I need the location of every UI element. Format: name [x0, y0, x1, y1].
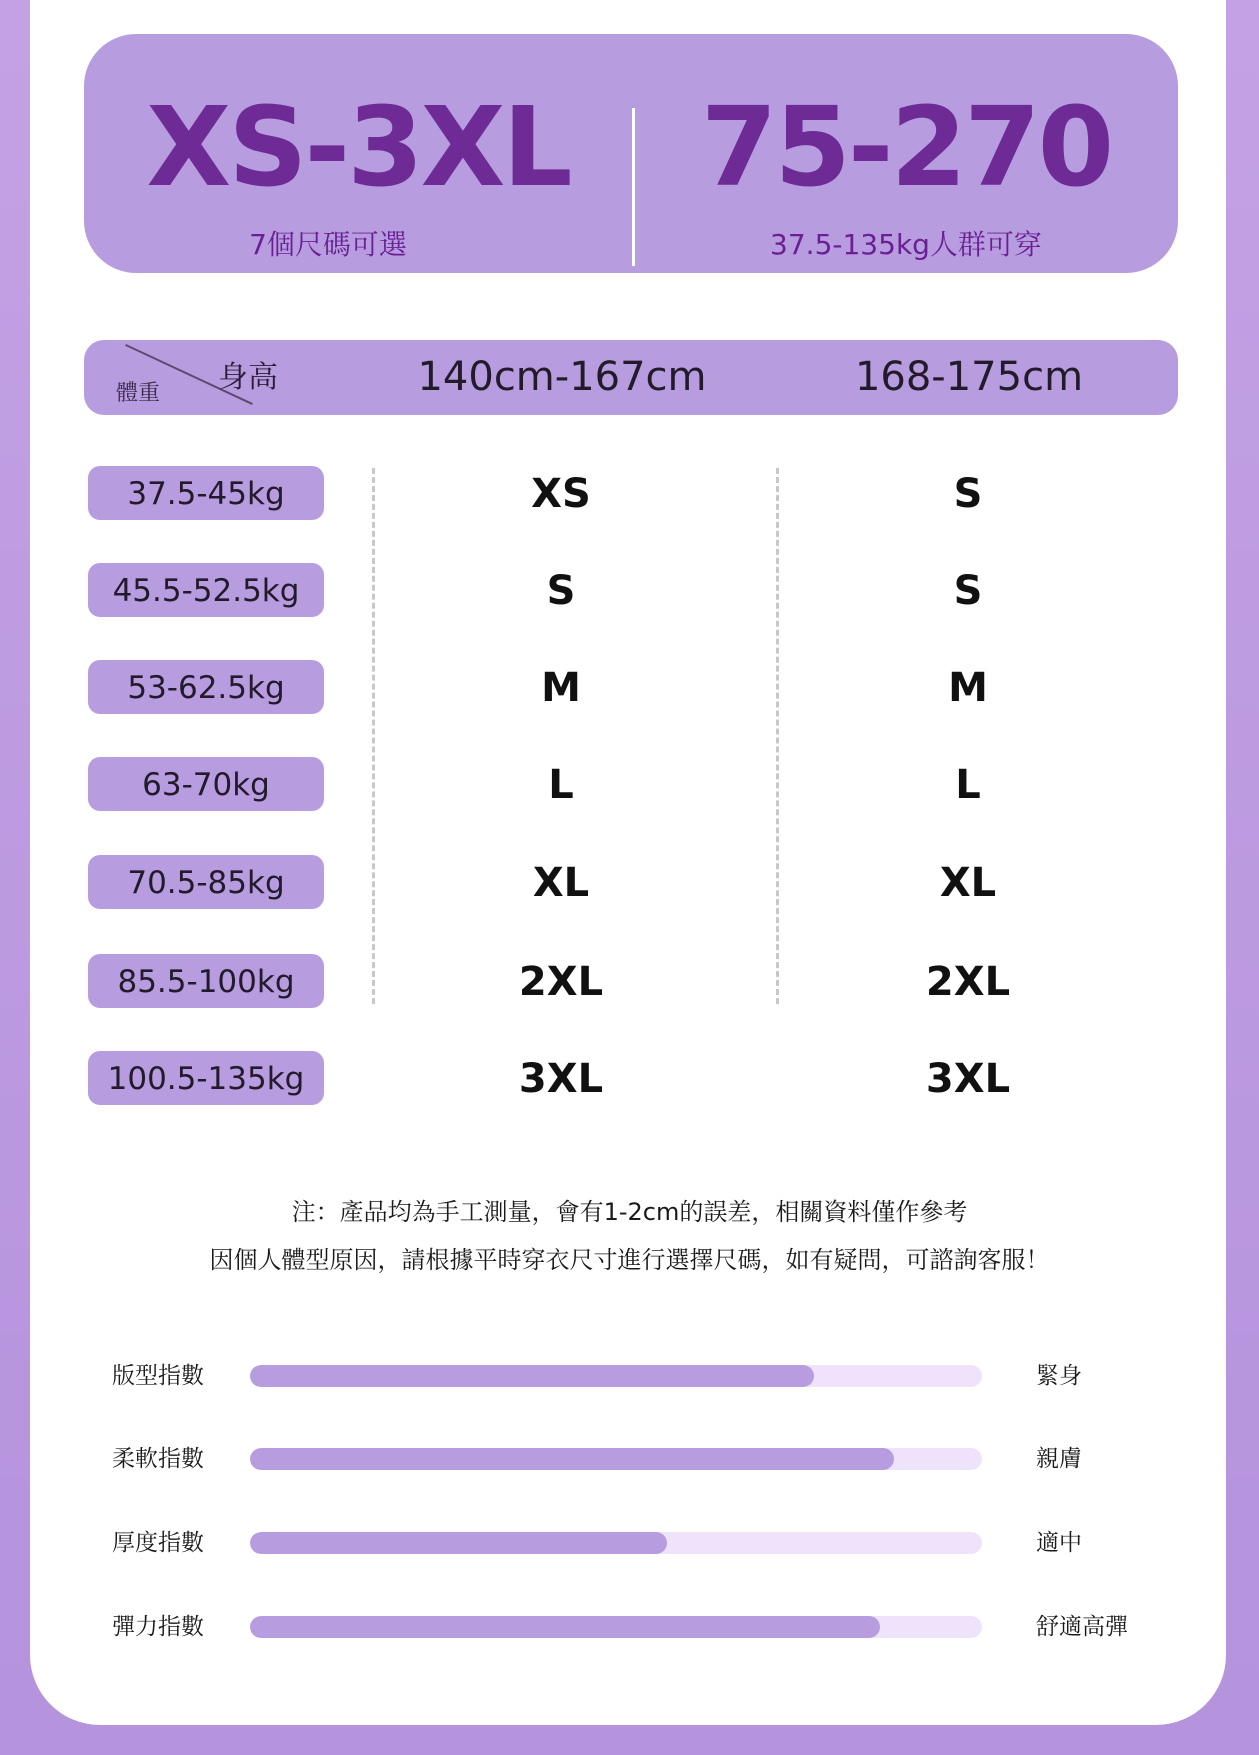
index-row-softness: [0, 1439, 1259, 1479]
hero-banner: [84, 34, 1178, 273]
size-cell: XS: [531, 471, 591, 517]
size-cell: S: [953, 471, 983, 517]
column-header-height-1: 140cm-167cm: [417, 354, 707, 400]
index-fill: [250, 1365, 814, 1387]
index-label: 版型指數: [112, 1363, 204, 1389]
weight-pill: 100.5-135kg: [88, 1051, 324, 1105]
table-row: [0, 660, 1259, 716]
weight-pill: 45.5-52.5kg: [88, 563, 324, 617]
index-track: [250, 1448, 982, 1470]
index-label: 厚度指數: [112, 1530, 204, 1556]
table-row: [0, 954, 1259, 1010]
size-cell: 3XL: [925, 1056, 1011, 1102]
corner-weight-label: 體重: [116, 381, 161, 406]
table-row: [0, 757, 1259, 813]
index-row-thickness: [0, 1523, 1259, 1563]
size-cell: L: [955, 762, 981, 808]
table-row: [0, 563, 1259, 619]
weight-pill: 63-70kg: [88, 757, 324, 811]
corner-height-label: 身高: [218, 360, 278, 395]
size-cell: 2XL: [925, 959, 1011, 1005]
table-row: [0, 1051, 1259, 1107]
index-value: 適中: [1036, 1530, 1082, 1556]
size-cell: 2XL: [518, 959, 604, 1005]
measurement-note: 注：產品均為手工測量，會有1-2cm的誤差，相關資料僅作參考: [291, 1198, 968, 1226]
table-header: [84, 340, 1178, 415]
index-fill: [250, 1616, 880, 1638]
weight-pill: 70.5-85kg: [88, 855, 324, 909]
index-row-elasticity: [0, 1607, 1259, 1647]
column-divider: [776, 468, 779, 1004]
weight-range-caption: 37.5-135kg人群可穿: [770, 228, 1042, 261]
index-fill: [250, 1532, 667, 1554]
weight-pill: 53-62.5kg: [88, 660, 324, 714]
index-label: 柔軟指數: [112, 1446, 204, 1472]
size-cell: S: [953, 568, 983, 614]
size-cell: XL: [532, 860, 590, 906]
column-divider: [372, 468, 375, 1004]
weight-range-title: 75-270: [700, 83, 1112, 211]
column-header-height-2: 168-175cm: [854, 354, 1084, 400]
index-value: 舒適高彈: [1036, 1614, 1128, 1640]
size-advice-note: 因個人體型原因，請根據平時穿衣尺寸進行選擇尺碼，如有疑問，可諮詢客服！: [209, 1246, 1050, 1274]
table-row: [0, 855, 1259, 911]
weight-pill: 85.5-100kg: [88, 954, 324, 1008]
weight-range-block: [634, 34, 1178, 273]
index-track: [250, 1365, 982, 1387]
size-cell: 3XL: [518, 1056, 604, 1102]
index-fill: [250, 1448, 894, 1470]
size-count-caption: 7個尺碼可選: [249, 228, 407, 261]
index-track: [250, 1532, 982, 1554]
size-range-title: XS-3XL: [146, 83, 570, 211]
index-label: 彈力指數: [112, 1614, 204, 1640]
index-row-fit: [0, 1356, 1259, 1396]
size-cell: M: [541, 665, 581, 711]
weight-pill: 37.5-45kg: [88, 466, 324, 520]
size-cell: XL: [939, 860, 997, 906]
size-cell: L: [548, 762, 574, 808]
index-value: 緊身: [1036, 1363, 1082, 1389]
index-track: [250, 1616, 982, 1638]
size-range-block: [84, 34, 632, 273]
table-row: [0, 466, 1259, 522]
size-cell: M: [948, 665, 988, 711]
index-value: 親膚: [1036, 1446, 1082, 1472]
size-cell: S: [546, 568, 576, 614]
